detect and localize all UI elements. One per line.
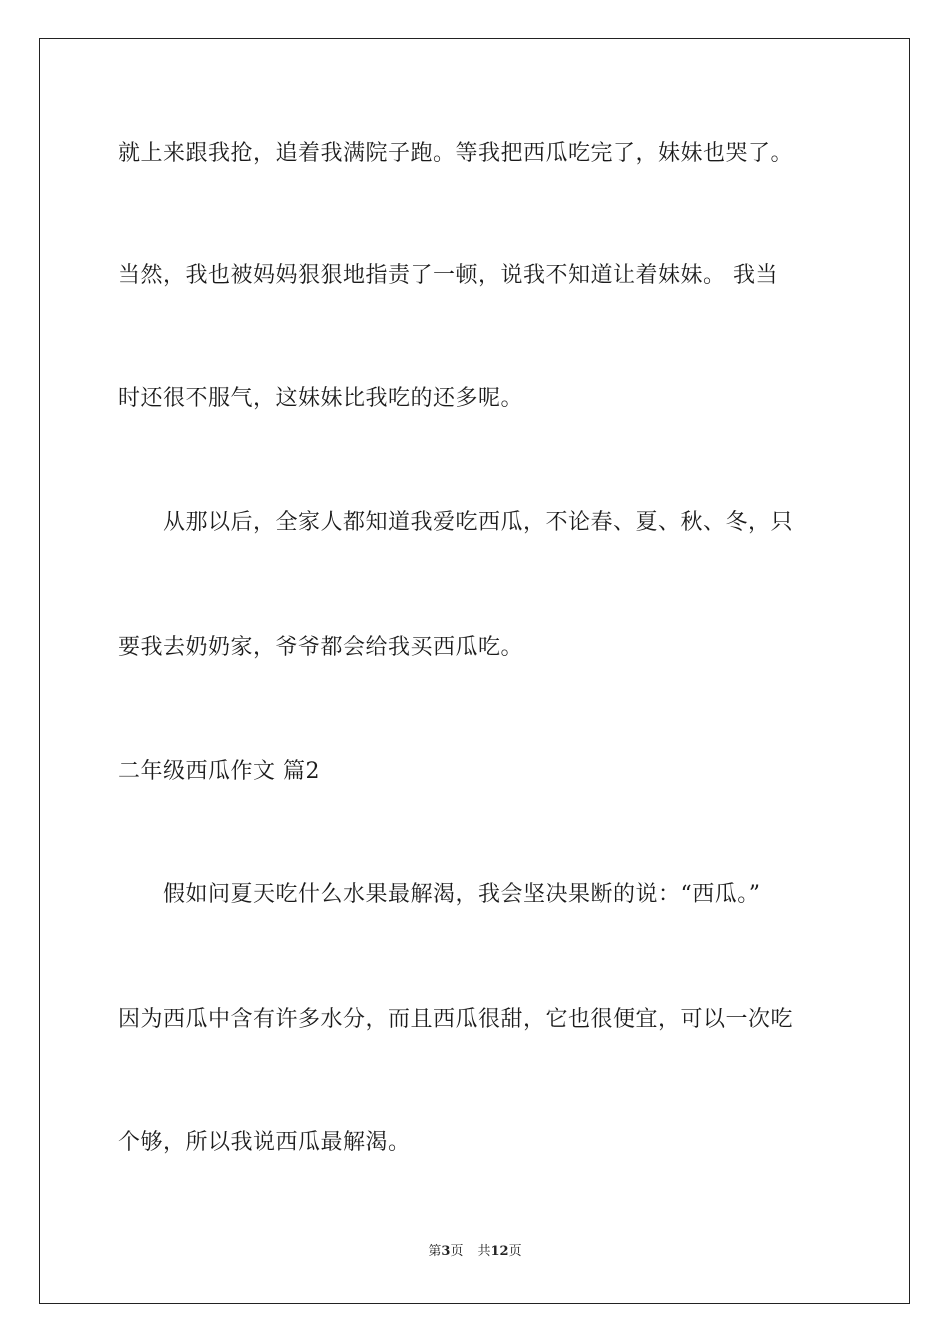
page-footer <box>0 1243 950 1261</box>
total-suffix: 页 <box>508 1244 522 1259</box>
total-prefix: 共 <box>477 1244 491 1259</box>
paragraph-line: 要我去奶奶家，爷爷都会给我买西瓜吃。 <box>118 635 524 660</box>
page-suffix: 页 <box>450 1244 464 1259</box>
section-heading: 二年级西瓜作文 篇2 <box>118 759 320 784</box>
paragraph-line: 就上来跟我抢，追着我满院子跑。等我把西瓜吃完了，妹妹也哭了。 <box>118 141 794 166</box>
paragraph-line: 个够，所以我说西瓜最解渴。 <box>118 1130 411 1155</box>
paragraph-line: 从那以后，全家人都知道我爱吃西瓜，不论春、夏、秋、冬，只 <box>163 510 794 535</box>
paragraph-line: 假如问夏天吃什么水果最解渴，我会坚决果断的说：“西瓜。” <box>163 882 761 907</box>
paragraph-line: 因为西瓜中含有许多水分，而且西瓜很甜，它也很便宜，可以一次吃 <box>118 1007 794 1032</box>
total-pages: 12 <box>490 1244 509 1259</box>
paragraph-line: 当然，我也被妈妈狠狠地指责了一顿，说我不知道让着妹妹。 我当 <box>118 263 778 288</box>
page-border <box>39 38 910 1304</box>
page-prefix: 第 <box>428 1244 442 1259</box>
paragraph-line: 时还很不服气，这妹妹比我吃的还多呢。 <box>118 386 524 411</box>
page-number: 3 <box>441 1244 451 1259</box>
